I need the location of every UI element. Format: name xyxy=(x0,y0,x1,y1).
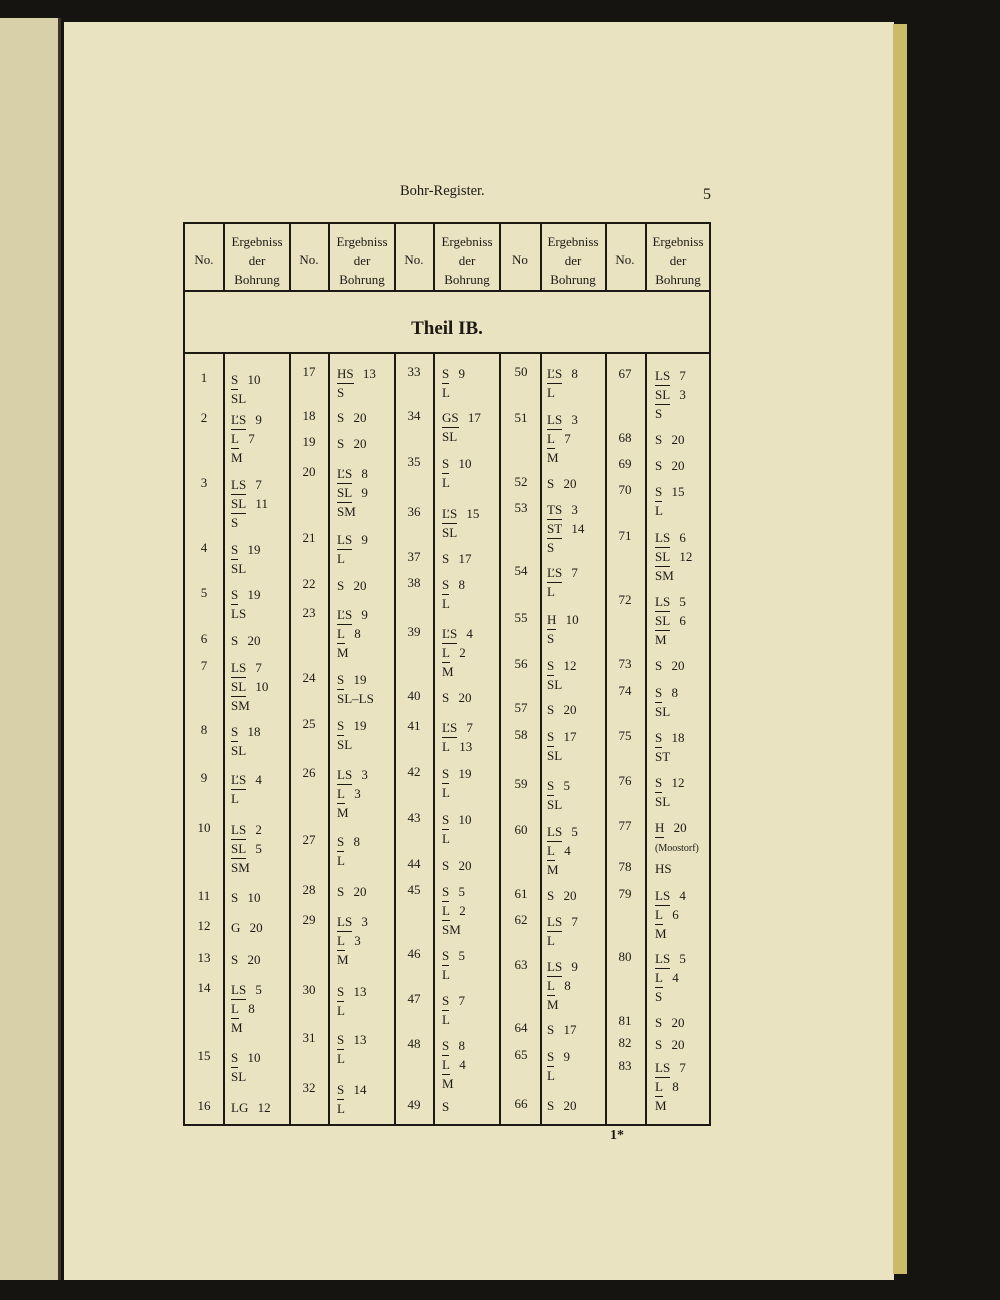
entry-number: 64 xyxy=(514,1020,528,1035)
entry-number: 80 xyxy=(618,949,632,964)
boring-result: ĽS 4 L 2 M xyxy=(442,626,473,679)
entry-number: 69 xyxy=(618,456,632,471)
header-ergebniss: Ergebniss der Bohrung xyxy=(652,234,704,287)
boring-result: S 20 xyxy=(231,952,261,967)
column-rule xyxy=(328,352,330,1124)
entry-number: 38 xyxy=(407,575,421,590)
boring-result: S 10 SL xyxy=(231,372,261,406)
page-number: 5 xyxy=(703,186,711,203)
entry-number: 50 xyxy=(514,364,528,379)
boring-result: LS 3 L 3 M xyxy=(337,914,368,967)
boring-result: S 12 SL xyxy=(547,658,577,692)
entry-number: 49 xyxy=(407,1097,421,1112)
boring-result: ĽS 4 L xyxy=(231,772,262,806)
entry-number: 7 xyxy=(200,658,208,673)
entry-number: 14 xyxy=(197,980,211,995)
boring-result: S 20 xyxy=(655,658,685,673)
entry-number: 16 xyxy=(197,1098,211,1113)
boring-result: S 5 L xyxy=(442,948,465,982)
entry-number: 36 xyxy=(407,504,421,519)
entry-number: 45 xyxy=(407,882,421,897)
column-rule xyxy=(645,352,647,1124)
boring-result: ĽS 9 L 8 M xyxy=(337,607,368,660)
boring-result: LS 7 SL 11 S xyxy=(231,477,268,530)
boring-result: S 20 xyxy=(442,690,472,705)
boring-result: S 7 L xyxy=(442,993,465,1027)
entry-number: 71 xyxy=(618,528,632,543)
entry-number: 65 xyxy=(514,1047,528,1062)
boring-result: S 5 SL xyxy=(547,778,570,812)
entry-number: 48 xyxy=(407,1036,421,1051)
entry-number: 35 xyxy=(407,454,421,469)
entry-number: 82 xyxy=(618,1035,632,1050)
bohr-register-table xyxy=(183,222,711,1126)
boring-result: S 20 xyxy=(337,436,367,451)
boring-result: S 10 L xyxy=(442,456,472,490)
header-no: No. xyxy=(404,252,424,267)
entry-number: 22 xyxy=(302,576,316,591)
boring-result: S 20 xyxy=(547,1098,577,1113)
entry-number: 52 xyxy=(514,474,528,489)
boring-result: LS 7 SL 3 S xyxy=(655,368,686,421)
entry-number: 81 xyxy=(618,1013,632,1028)
entry-number: 2 xyxy=(200,410,208,425)
entry-number: 28 xyxy=(302,882,316,897)
signature-mark: 1* xyxy=(610,1128,624,1143)
boring-result: S 13 L xyxy=(337,1032,367,1066)
entry-number: 27 xyxy=(302,832,316,847)
boring-result: S 12 SL xyxy=(655,775,685,809)
entry-number: 19 xyxy=(302,434,316,449)
entry-number: 77 xyxy=(618,818,632,833)
boring-result: ĽS 15 SL xyxy=(442,506,480,540)
boring-result: S 20 xyxy=(547,702,577,717)
boring-result: LS 5 L 8 M xyxy=(231,982,262,1035)
entry-number: 58 xyxy=(514,727,528,742)
boring-result: S 20 xyxy=(655,458,685,473)
header-ergebniss: Ergebniss der Bohrung xyxy=(547,234,599,287)
boring-result: LS 3 L 3 M xyxy=(337,767,368,820)
entry-number: 31 xyxy=(302,1030,316,1045)
entry-number: 8 xyxy=(200,722,208,737)
boring-result: S 20 xyxy=(655,1015,685,1030)
boring-result: S 20 xyxy=(231,633,261,648)
boring-result: TS 3 ST 14 S xyxy=(547,502,585,555)
entry-number: 63 xyxy=(514,957,528,972)
boring-result: LS 6 SL 12 SM xyxy=(655,530,693,583)
running-header: Bohr-Register. xyxy=(400,183,485,199)
boring-result: S 14 L xyxy=(337,1082,367,1116)
boring-result: S 9 L xyxy=(442,366,465,400)
entry-number: 15 xyxy=(197,1048,211,1063)
boring-result: G 20 xyxy=(231,920,263,935)
boring-result: S 20 xyxy=(655,432,685,447)
entry-number: 17 xyxy=(302,364,316,379)
entry-number: 60 xyxy=(514,822,528,837)
entry-number: 40 xyxy=(407,688,421,703)
entry-number: 4 xyxy=(200,540,208,555)
entry-number: 5 xyxy=(200,585,208,600)
entry-number: 30 xyxy=(302,982,316,997)
entry-number: 66 xyxy=(514,1096,528,1111)
entry-number: 9 xyxy=(200,770,208,785)
header-rule xyxy=(185,290,709,292)
boring-result: ĽS 8 L xyxy=(547,366,578,400)
boring-result: LS 7 L 8 M xyxy=(655,1060,686,1113)
boring-result: S 20 xyxy=(547,888,577,903)
boring-result: S 19 SL–LS xyxy=(337,672,374,706)
entry-number: 3 xyxy=(200,475,208,490)
entry-number: 18 xyxy=(302,408,316,423)
boring-result: S 10 xyxy=(231,890,261,905)
entry-number: 25 xyxy=(302,716,316,731)
boring-result: S xyxy=(442,1099,450,1114)
boring-result: LS 5 L 4 S xyxy=(655,951,686,1004)
boring-result: S 20 xyxy=(337,884,367,899)
boring-result: S 8 L xyxy=(337,834,360,868)
header-no: No. xyxy=(299,252,319,267)
boring-result: LS 7 L xyxy=(547,914,578,948)
entry-number: 72 xyxy=(618,592,632,607)
boring-result: S 8 L 4 M xyxy=(442,1038,466,1091)
entry-number: 42 xyxy=(407,764,421,779)
entry-number: 39 xyxy=(407,624,421,639)
boring-result: LS 5 L 4 M xyxy=(547,824,578,877)
entry-number: 10 xyxy=(197,820,211,835)
boring-result: S 9 L xyxy=(547,1049,570,1083)
header-no: No xyxy=(512,252,528,267)
entry-number: 75 xyxy=(618,728,632,743)
entry-number: 41 xyxy=(407,718,421,733)
entry-number: 67 xyxy=(618,366,632,381)
header-ergebniss: Ergebniss der Bohrung xyxy=(441,234,493,287)
header-ergebniss: Ergebniss der Bohrung xyxy=(336,234,388,287)
boring-result: LS 4 L 6 M xyxy=(655,888,686,941)
header-no: No. xyxy=(194,252,214,267)
entry-number: 43 xyxy=(407,810,421,825)
boring-result: S 18 SL xyxy=(231,724,261,758)
boring-result: S 8 SL xyxy=(655,685,678,719)
boring-result: H 10 S xyxy=(547,612,579,646)
entry-number: 57 xyxy=(514,700,528,715)
entry-number: 59 xyxy=(514,776,528,791)
boring-result: S 18 ST xyxy=(655,730,685,764)
boring-result: LS 9 L xyxy=(337,532,368,566)
entry-number: 1 xyxy=(200,370,208,385)
entry-number: 34 xyxy=(407,408,421,423)
entry-number: 51 xyxy=(514,410,528,425)
entry-number: 26 xyxy=(302,765,316,780)
boring-result: S 19 L xyxy=(442,766,472,800)
boring-result: LS 7 SL 10 SM xyxy=(231,660,269,713)
boring-result: S 19 SL xyxy=(231,542,261,576)
entry-number: 53 xyxy=(514,500,528,515)
boring-result: ĽS 7 L xyxy=(547,565,578,599)
entry-number: 83 xyxy=(618,1058,632,1073)
boring-result: S 10 SL xyxy=(231,1050,261,1084)
boring-result: S 20 xyxy=(442,858,472,873)
page-edge-strip xyxy=(893,24,907,1274)
column-rule xyxy=(433,352,435,1124)
entry-number: 6 xyxy=(200,631,208,646)
entry-number: 11 xyxy=(197,888,211,903)
entry-number: 70 xyxy=(618,482,632,497)
boring-result: S 20 xyxy=(547,476,577,491)
boring-result: S 17 SL xyxy=(547,729,577,763)
boring-result: LS 3 L 7 M xyxy=(547,412,578,465)
boring-result: S 20 xyxy=(655,1037,685,1052)
entry-number: 24 xyxy=(302,670,316,685)
entry-number: 73 xyxy=(618,656,632,671)
entry-number: 29 xyxy=(302,912,316,927)
boring-result: S 19 SL xyxy=(337,718,367,752)
boring-result: H 20 (Moostorf) xyxy=(655,820,699,854)
entry-number: 37 xyxy=(407,549,421,564)
boring-result: LS 5 SL 6 M xyxy=(655,594,686,647)
boring-result: LS 2 SL 5 SM xyxy=(231,822,262,875)
boring-result: S 20 xyxy=(337,410,367,425)
section-title: Theil IB. xyxy=(411,318,483,339)
boring-result: HS 13 S xyxy=(337,366,376,400)
entry-number: 56 xyxy=(514,656,528,671)
entry-number: 20 xyxy=(302,464,316,479)
boring-result: LS 9 L 8 M xyxy=(547,959,578,1012)
entry-number: 47 xyxy=(407,991,421,1006)
entry-number: 79 xyxy=(618,886,632,901)
entry-number: 78 xyxy=(618,859,632,874)
entry-number: 21 xyxy=(302,530,316,545)
header-ergebniss: Ergebniss der Bohrung xyxy=(231,234,283,287)
entry-number: 74 xyxy=(618,683,632,698)
entry-number: 44 xyxy=(407,856,421,871)
entry-number: 61 xyxy=(514,886,528,901)
boring-result: ĽS 7 L 13 xyxy=(442,720,473,754)
section-rule xyxy=(185,352,709,354)
column-rule xyxy=(223,352,225,1124)
entry-number: 12 xyxy=(197,918,211,933)
boring-result: HS xyxy=(655,861,672,876)
entry-number: 33 xyxy=(407,364,421,379)
boring-result: GS 17 SL xyxy=(442,410,481,444)
boring-result: S 15 L xyxy=(655,484,685,518)
entry-number: 76 xyxy=(618,773,632,788)
entry-number: 32 xyxy=(302,1080,316,1095)
boring-result: S 17 xyxy=(442,551,472,566)
boring-result: LG 12 xyxy=(231,1100,271,1115)
entry-number: 62 xyxy=(514,912,528,927)
entry-number: 46 xyxy=(407,946,421,961)
boring-result: S 19 LS xyxy=(231,587,261,621)
boring-result: S 8 L xyxy=(442,577,465,611)
boring-result: ĽS 8 SL 9 SM xyxy=(337,466,368,519)
boring-result: S 13 L xyxy=(337,984,367,1018)
boring-result: ĽS 9 L 7 M xyxy=(231,412,262,465)
boring-result: S 17 xyxy=(547,1022,577,1037)
entry-number: 23 xyxy=(302,605,316,620)
boring-result: S 20 xyxy=(337,578,367,593)
entry-number: 55 xyxy=(514,610,528,625)
entry-number: 68 xyxy=(618,430,632,445)
boring-result: S 10 L xyxy=(442,812,472,846)
facing-page-edge xyxy=(0,18,61,1280)
entry-number: 13 xyxy=(197,950,211,965)
boring-result: S 5 L 2 SM xyxy=(442,884,466,937)
header-no: No. xyxy=(615,252,635,267)
entry-number: 54 xyxy=(514,563,528,578)
